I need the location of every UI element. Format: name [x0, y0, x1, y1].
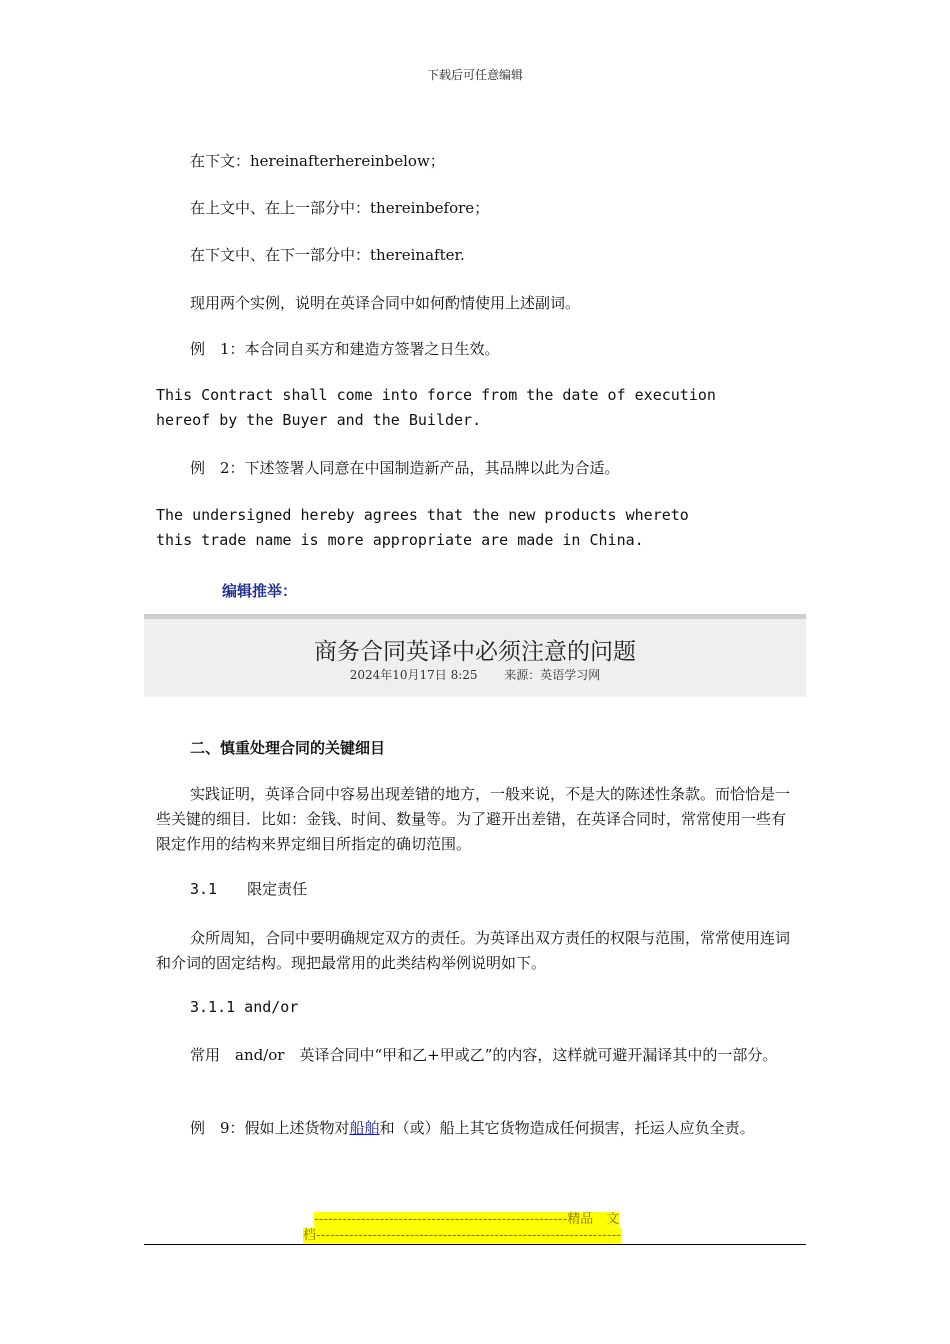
article-meta [144, 666, 806, 683]
section-paragraph-3: 常用 and/or 英译合同中“甲和乙+甲或乙”的内容，这样就可避开漏译其中的一部分。 [190, 1046, 778, 1064]
example-2-english-line-1: The undersigned hereby agrees that the new products whereto [156, 506, 689, 524]
example-9 [156, 1116, 796, 1141]
footer-line-2: 档----------------------------------------------------------------- [303, 1228, 621, 1243]
example-1-chinese: 例 1：本合同自买方和建造方签署之日生效。 [190, 340, 500, 358]
ship-link[interactable]: 船舶 [349, 1119, 380, 1137]
section-heading: 二、慎重处理合同的关键细目 [190, 739, 386, 757]
page-header: 下载后可任意编辑 [426, 68, 523, 82]
article-source: 来源：英语学习网 [504, 668, 601, 682]
example-2-english-line-2: this trade name is more appropriate are made in China. [156, 531, 644, 549]
intro-sentence: 现用两个实例，说明在英译合同中如何酌情使用上述副词。 [190, 294, 581, 312]
subsection-3-1: 3.1 限定责任 [190, 880, 308, 898]
example-9-suffix: 和（或）船上其它货物造成任何损害，托运人应负全责。 [379, 1119, 755, 1137]
term-line-hereinafter: 在下文：hereinafterhereinbelow； [190, 152, 445, 170]
footer-rule [144, 1244, 806, 1245]
example-9-prefix: 例 9：假如上述货物对 [190, 1119, 350, 1137]
example-2-chinese: 例 2：下述签署人同意在中国制造新产品，其品牌以此为合适。 [190, 459, 620, 477]
footer-line-1: ------------------------------------------------------精品 文 [314, 1212, 620, 1227]
section-paragraph-1: 实践证明，英译合同中容易出现差错的地方，一般来说，不是大的陈述性条款。而恰恰是一些关键的细目．比如：金钱、时间、数量等。为了避开出差错，在英译合同时，常常使用一些有限定作用的结构来界定细目所指定的确切范围。 [156, 785, 791, 853]
section-paragraph-2: 众所周知，合同中要明确规定双方的责任。为英译出双方责任的权限与范围，常常使用连词和介词的固定结构。现把最常用的此类结构举例说明如下。 [156, 929, 791, 972]
editor-recommend-label: 编辑推举： [222, 582, 298, 600]
subsection-3-1-1: 3.1.1 and/or [190, 998, 299, 1016]
example-1-english-line-2: hereof by the Buyer and the Builder. [156, 411, 482, 429]
article-title: 商务合同英译中必须注意的问题 [314, 639, 636, 665]
term-line-thereinafter: 在下文中、在下一部分中：thereinafter. [190, 246, 465, 264]
term-line-thereinbefore: 在上文中、在上一部分中：thereinbefore； [190, 199, 490, 217]
article-banner [144, 614, 806, 697]
article-date: 2024年10月17日 8:25 [349, 668, 478, 682]
example-1-english-line-1: This Contract shall come into force from the date of execution [156, 386, 716, 404]
